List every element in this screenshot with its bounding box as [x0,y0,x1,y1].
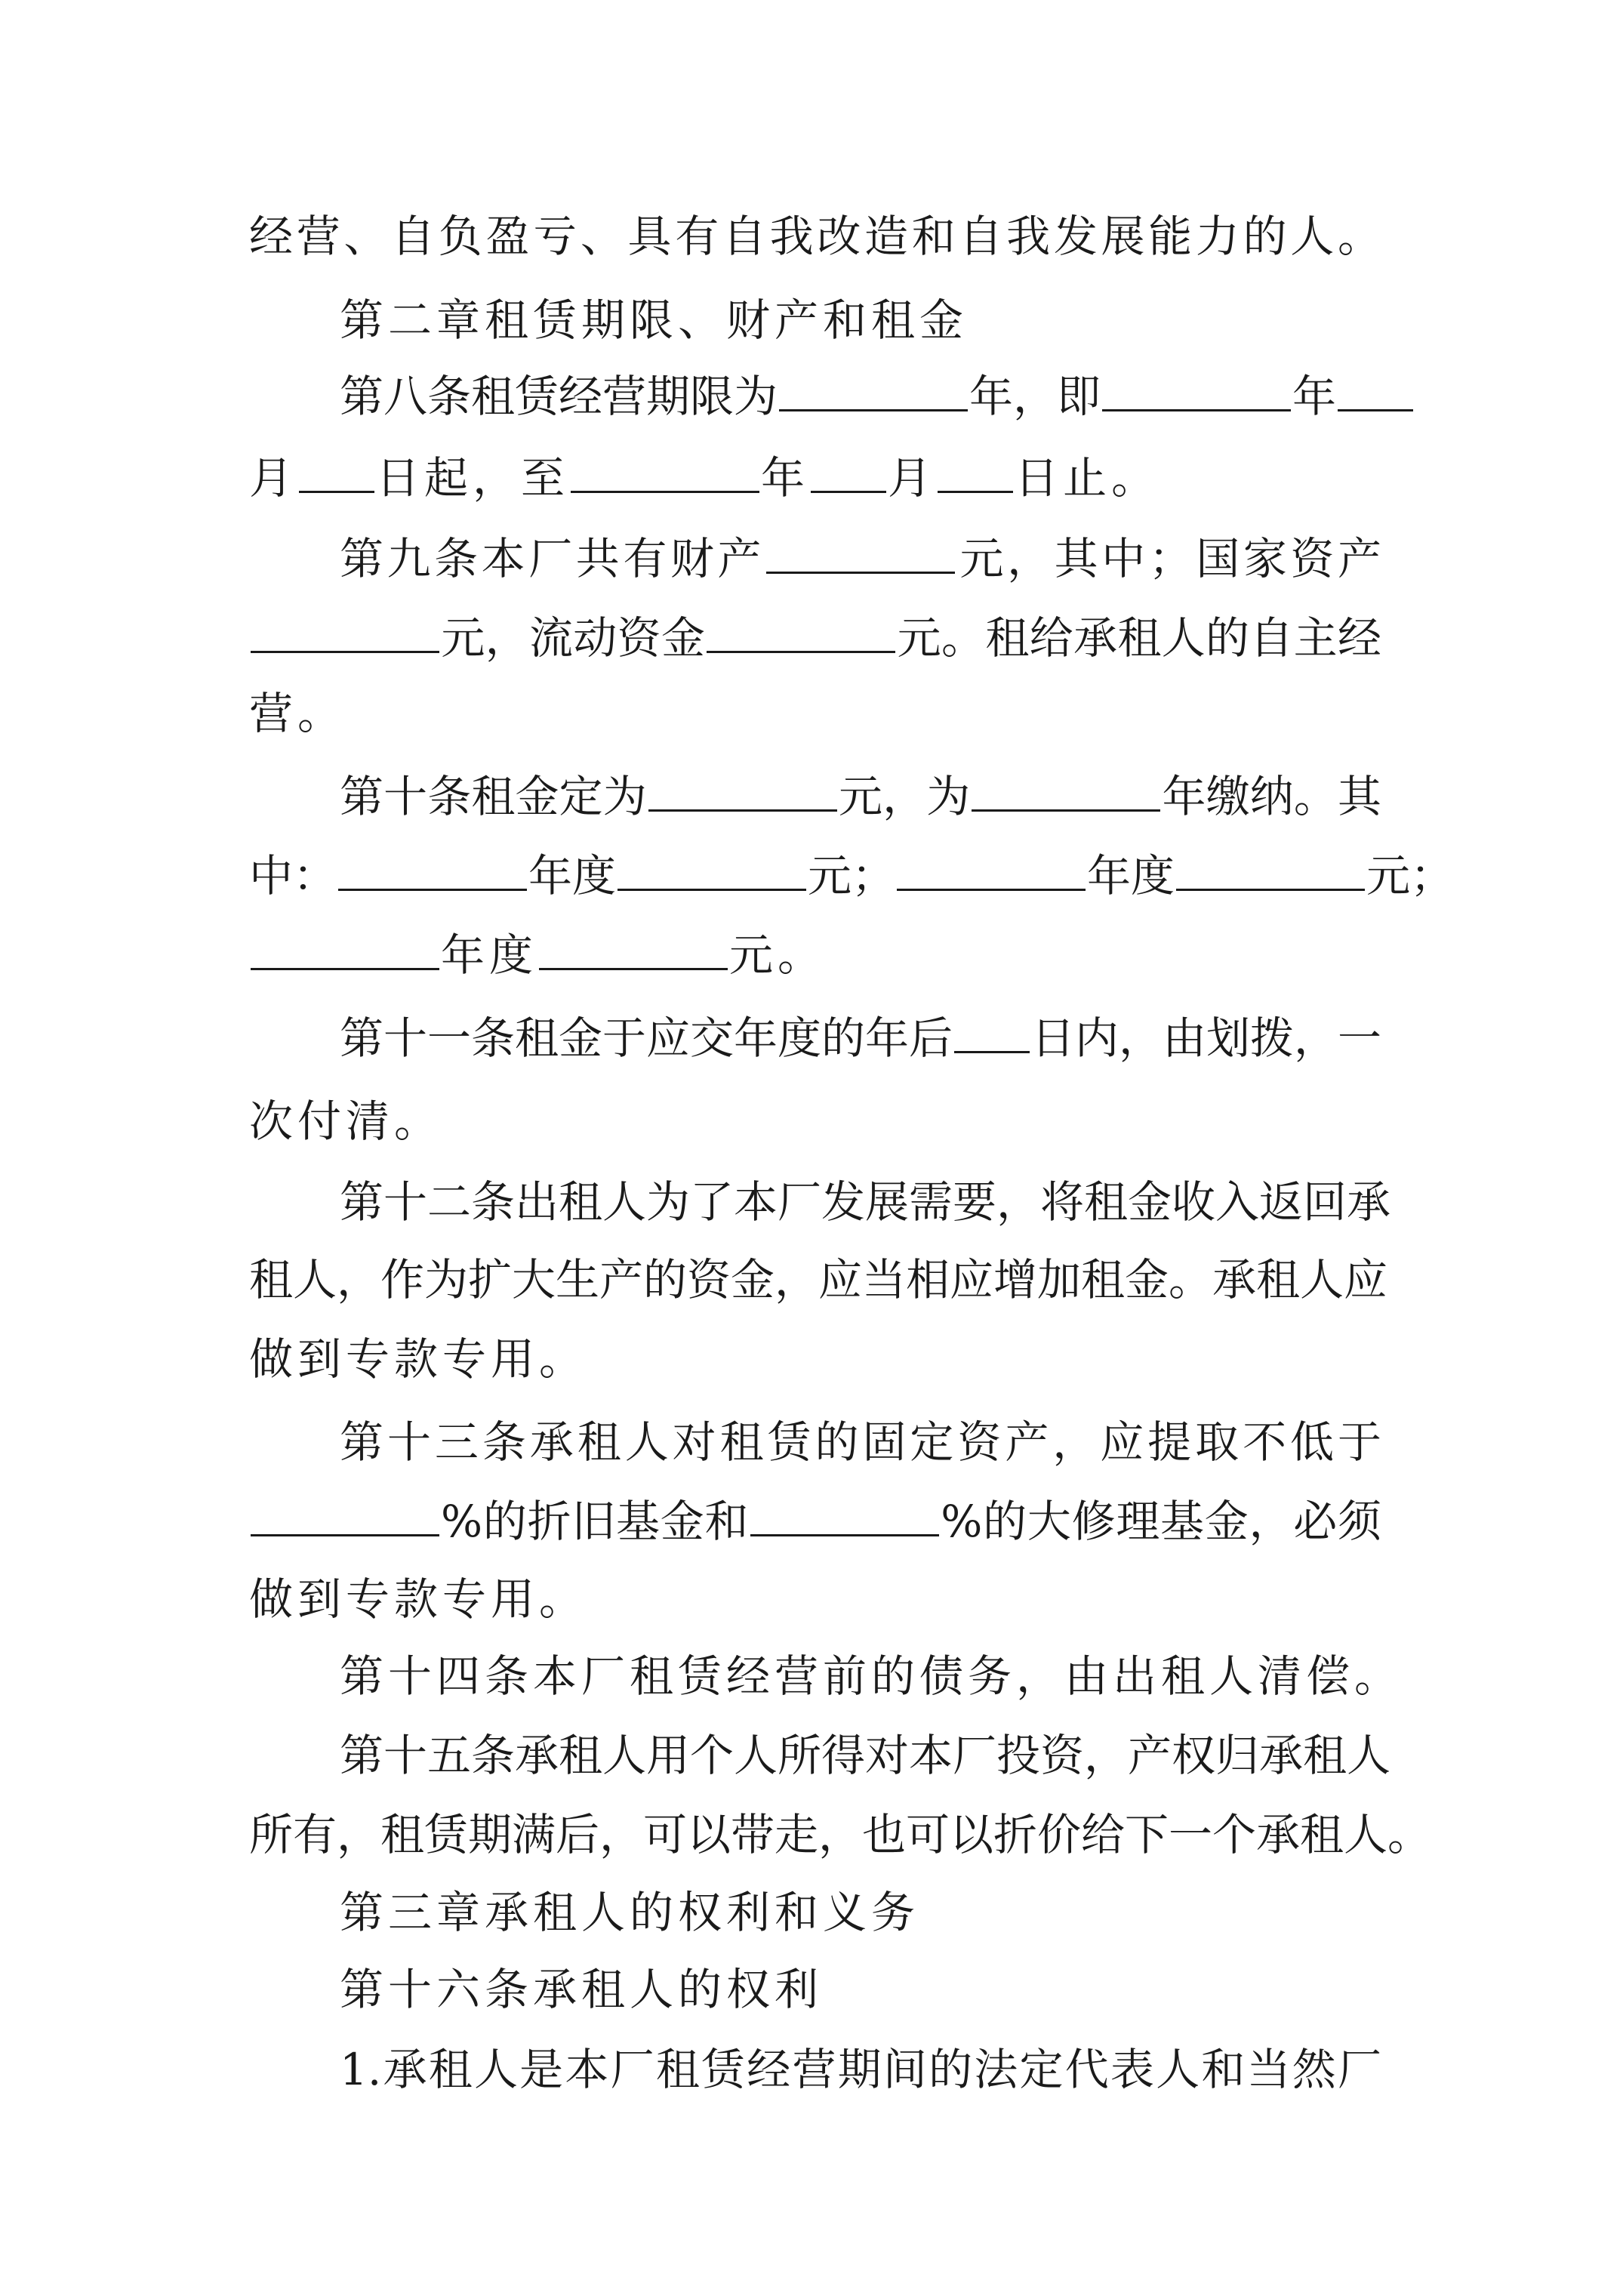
article-9-line-1 [340,517,1381,600]
article-11-line-1 [340,997,1381,1080]
fill-blank [299,445,374,493]
line-text: 元，其中；国家资产 [956,533,1381,584]
fill-blank [539,923,728,970]
line-text: 租人，作为扩大生产的资金，应当相应增加租金。承租人应 [249,1254,1388,1305]
chapter-heading-2 [340,279,1381,362]
line-text: 元，为 [838,771,971,822]
fill-blank [571,445,759,493]
fill-blank [707,606,895,653]
line-text: %的大修理基金，必须 [941,1496,1381,1547]
fill-blank [648,764,837,812]
article-9-line-3 [249,672,1381,755]
article-11-line-2 [249,1080,1381,1163]
line-text: 元； [1366,850,1455,901]
article-13-line-2 [249,1480,1381,1563]
article-8-line-1 [340,355,1381,438]
article-14-line-1 [340,1635,1403,1718]
line-text: 日起，至 [376,452,570,504]
line-text: 第二章租赁期限、财产和租金 [340,294,969,346]
article-10-line-3 [249,914,1381,997]
fill-blank [779,364,968,411]
line-text: 第十一条租金于应交年度的年后 [340,1012,953,1064]
line-text: 做到专款专用。 [249,1573,588,1625]
article-15-line-2 [249,1793,1432,1876]
line-text: 年度 [1087,850,1175,901]
line-text: 第九条本厂共有财产 [340,533,765,584]
fill-blank [251,606,439,653]
line-text: 营。 [249,688,346,739]
line-text: 日止。 [1015,452,1160,504]
fill-blank [750,1489,939,1536]
fill-blank [954,1006,1030,1053]
fill-blank [938,445,1013,493]
line-text: 第十六条承租人的权利 [340,1964,824,2015]
fill-blank [1102,364,1291,411]
article-10-line-2 [249,834,1455,917]
line-text: 经营、自负盈亏、具有自我改造和自我发展能力的人。 [249,211,1381,262]
line-text: 年 [761,452,810,504]
fill-blank [897,843,1086,891]
text-line-1 [249,195,1381,278]
line-text: 所有，租赁期满后，可以带走，也可以折价给下一个承租人。 [249,1809,1432,1860]
article-12-line-3 [249,1318,1381,1401]
line-text: 元； [808,850,896,901]
line-text: 做到专款专用。 [249,1333,588,1385]
line-text: 第三章承租人的权利和义务 [340,1887,920,1938]
fill-blank [251,1489,439,1536]
fill-blank [811,445,886,493]
line-text: 第十条租金定为 [340,771,647,822]
fill-blank [1176,843,1365,891]
article-16-item-1 [340,2028,1381,2111]
line-text: 中： [249,850,337,901]
fill-blank [972,764,1160,812]
line-text: 第十三条承租人对租赁的固定资产，应提取不低于 [340,1416,1381,1468]
fill-blank [338,843,527,891]
line-text: 年度 [528,850,617,901]
article-9-line-2 [249,596,1381,680]
article-12-line-1 [340,1160,1391,1244]
article-12-line-2 [249,1238,1388,1321]
line-text: 年，即 [969,371,1101,422]
line-text: 1.承租人是本厂租赁经营期间的法定代表人和当然厂 [340,2044,1381,2095]
line-text: 第十四条本厂租赁经营前的债务，由出租人清偿。 [340,1650,1403,1702]
article-8-line-2 [249,436,1381,519]
line-text: 日内，由划拨，一 [1031,1012,1382,1064]
line-text: 第八条租赁经营期限为 [340,371,778,422]
line-text: 年 [1292,371,1337,422]
line-text: 元。租给承租人的自主经 [897,612,1381,664]
article-10-line-1 [340,755,1381,838]
line-text: 元，流动资金 [441,612,706,664]
fill-blank [766,526,955,574]
line-text: 次付清。 [249,1096,443,1147]
line-text: 第十二条出租人为了本厂发展需要，将租金收入返回承 [340,1176,1391,1228]
line-text: 年度 [441,929,538,981]
chapter-heading-3 [340,1871,1381,1954]
article-13-line-3 [249,1558,1381,1641]
fill-blank [617,843,806,891]
fill-blank [1338,364,1413,411]
article-13-line-1 [340,1401,1381,1484]
line-text: 元。 [729,929,827,981]
line-text: 月 [249,452,298,504]
fill-blank [251,923,439,970]
line-text: 第十五条承租人用个人所得对本厂投资，产权归承租人 [340,1730,1391,1781]
line-text: %的折旧基金和 [441,1496,750,1547]
article-15-line-1 [340,1714,1391,1797]
article-16-heading [340,1948,1381,2031]
line-text: 年缴纳。其 [1162,771,1381,822]
line-text: 月 [888,452,937,504]
